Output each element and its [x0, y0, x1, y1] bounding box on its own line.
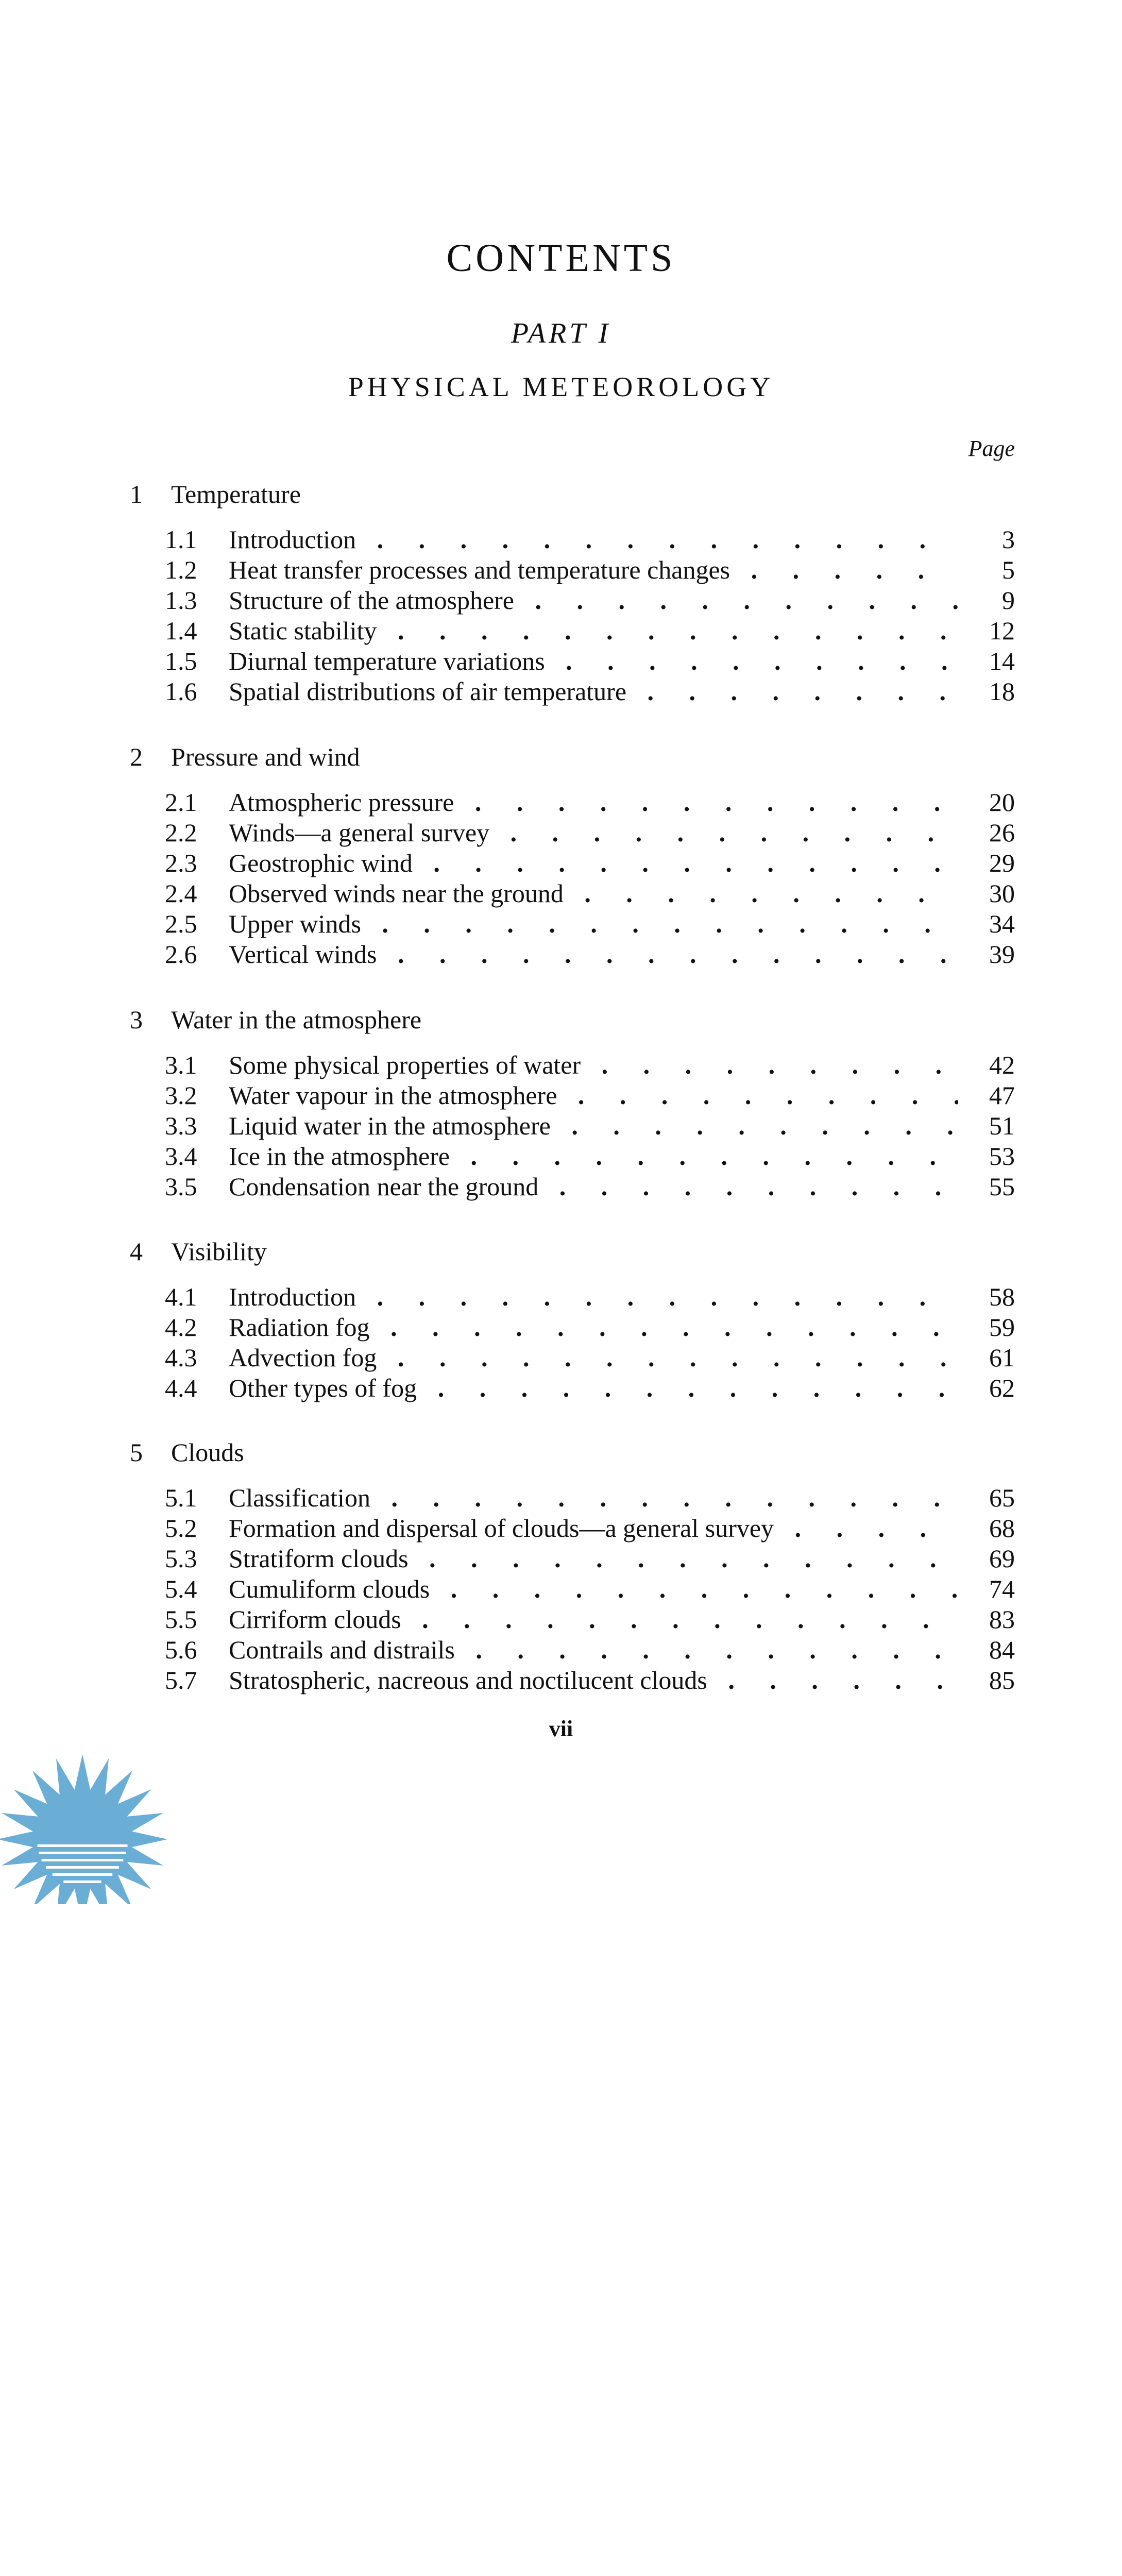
- entry-page-number: 20: [958, 787, 1015, 817]
- toc-entry[interactable]: [165, 1141, 1015, 1171]
- entry-title: Classification . . .: [229, 1483, 960, 1513]
- chapter-heading: [130, 1236, 267, 1269]
- entry-page-number: 9: [958, 585, 1015, 615]
- entry-title: Other types of fog . . .: [229, 1373, 960, 1403]
- entry-number: 5.1: [165, 1483, 197, 1512]
- toc-entry[interactable]: [165, 1111, 1015, 1141]
- chapter-title: Clouds: [171, 1438, 244, 1467]
- entry-number: 4.3: [165, 1343, 197, 1372]
- entry-title: Stratospheric, nacreous and noctilucent clouds . . .: [229, 1665, 960, 1695]
- sun-ray: [127, 1831, 167, 1849]
- toc-entry[interactable]: [165, 1604, 1015, 1634]
- entry-title: Condensation near the ground . . .: [229, 1172, 960, 1201]
- entry-page-number: 30: [958, 878, 1015, 908]
- chapter-title: Water in the atmosphere: [171, 1005, 422, 1034]
- entry-number: 1.5: [165, 647, 197, 675]
- entry-title: Winds—a general survey . . .: [229, 818, 960, 848]
- sun-stripe: [42, 1859, 124, 1861]
- toc-entry[interactable]: [165, 585, 1015, 615]
- chapter-heading: [130, 1005, 421, 1038]
- entry-title: Introduction . . .: [229, 524, 960, 554]
- chapter-title: Pressure and wind: [171, 742, 360, 771]
- entry-page-number: 59: [958, 1312, 1015, 1342]
- sun-stripe: [63, 1880, 101, 1883]
- entry-title: Cirriform clouds . . .: [229, 1604, 960, 1634]
- entry-title: Formation and dispersal of clouds—a general survey . . .: [229, 1513, 960, 1543]
- entry-page-number: 12: [958, 616, 1015, 646]
- contents-title: CONTENTS: [446, 236, 676, 280]
- toc-entry[interactable]: [165, 1373, 1015, 1403]
- sun-ray: [74, 1754, 92, 1795]
- entry-number: 2.4: [165, 879, 197, 908]
- entry-title: Contrails and distrails . . .: [229, 1635, 960, 1665]
- entry-page-number: 3: [958, 524, 1015, 554]
- entry-number: 2.3: [165, 849, 197, 877]
- toc-entry[interactable]: [165, 909, 1015, 939]
- entry-title: Static stability . . .: [229, 616, 960, 646]
- entry-number: 4.1: [165, 1282, 197, 1311]
- sun-ray: [74, 1884, 92, 1904]
- chapter-title: Temperature: [171, 480, 301, 509]
- entry-page-number: 53: [958, 1141, 1015, 1171]
- entry-number: 5.5: [165, 1605, 197, 1634]
- entry-page-number: 68: [958, 1513, 1015, 1543]
- entry-page-number: 74: [958, 1574, 1015, 1604]
- entry-number: 2.1: [165, 788, 197, 817]
- entry-number: 5.6: [165, 1635, 197, 1664]
- entry-number: 2.6: [165, 940, 197, 969]
- entry-title: Some physical properties of water . . .: [229, 1050, 960, 1080]
- sun-stripe: [53, 1873, 112, 1876]
- chapter-number: 3: [130, 1005, 143, 1034]
- chapter-number: 2: [130, 742, 143, 771]
- entry-page-number: 51: [958, 1111, 1015, 1141]
- entry-title: Atmospheric pressure . . .: [229, 787, 960, 817]
- toc-entry[interactable]: [165, 1080, 1015, 1110]
- toc-entry[interactable]: [165, 1483, 1015, 1513]
- toc-entry[interactable]: [165, 878, 1015, 908]
- entry-page-number: 5: [958, 555, 1015, 585]
- sun-ray: [0, 1831, 38, 1849]
- entry-page-number: 55: [958, 1172, 1015, 1201]
- entry-number: 5.3: [165, 1544, 197, 1573]
- chapter-heading: [130, 1437, 244, 1470]
- chapter-number: 5: [130, 1438, 143, 1467]
- entry-title: Heat transfer processes and temperature changes . . .: [229, 555, 960, 585]
- entry-title: Spatial distributions of air temperature . . .: [229, 676, 960, 706]
- toc-entry[interactable]: [165, 787, 1015, 817]
- entry-title: Geostrophic wind . . .: [229, 848, 960, 878]
- entry-page-number: 69: [958, 1544, 1015, 1573]
- toc-entry[interactable]: [165, 1282, 1015, 1312]
- entry-title: Upper winds . . .: [229, 909, 960, 939]
- entry-page-number: 42: [958, 1050, 1015, 1080]
- toc-entry[interactable]: [165, 524, 1015, 554]
- entry-number: 4.4: [165, 1374, 197, 1402]
- page-folio: vii: [549, 1716, 573, 1741]
- page-column-label: Page: [968, 436, 1015, 461]
- toc-entry[interactable]: [165, 1574, 1015, 1604]
- toc-entry[interactable]: [165, 1513, 1015, 1543]
- entry-number: 3.2: [165, 1081, 197, 1110]
- entry-number: 4.2: [165, 1313, 197, 1342]
- sun-stripe: [39, 1852, 126, 1854]
- toc-entry[interactable]: [165, 848, 1015, 878]
- entry-title: Water vapour in the atmosphere . . .: [229, 1080, 960, 1110]
- toc-entry[interactable]: [165, 1312, 1015, 1342]
- entry-number: 3.4: [165, 1142, 197, 1171]
- entry-title: Cumuliform clouds . . .: [229, 1574, 960, 1604]
- entry-number: 3.5: [165, 1172, 197, 1201]
- toc-entry[interactable]: [165, 616, 1015, 646]
- entry-page-number: 65: [958, 1483, 1015, 1513]
- toc-entry[interactable]: [165, 939, 1015, 969]
- entry-page-number: 84: [958, 1635, 1015, 1665]
- toc-entry[interactable]: [165, 555, 1015, 585]
- entry-page-number: 47: [958, 1080, 1015, 1110]
- sun-ray: [88, 1758, 109, 1800]
- entry-number: 3.3: [165, 1111, 197, 1140]
- entry-number: 1.2: [165, 555, 197, 584]
- entry-page-number: 58: [958, 1282, 1015, 1312]
- entry-page-number: 39: [958, 939, 1015, 969]
- entry-title: Radiation fog . . .: [229, 1312, 960, 1342]
- sun-disc: [37, 1794, 128, 1885]
- toc-entry[interactable]: [165, 1050, 1015, 1080]
- watermark: [0, 1752, 1122, 1904]
- entry-title: Diurnal temperature variations . . .: [229, 646, 960, 676]
- toc-entry[interactable]: [165, 676, 1015, 706]
- entry-page-number: 26: [958, 818, 1015, 848]
- entry-number: 5.4: [165, 1574, 197, 1603]
- entry-number: 2.2: [165, 818, 197, 847]
- sun-ray: [122, 1844, 163, 1866]
- sun-stripe: [46, 1866, 119, 1869]
- toc-entry[interactable]: [165, 1343, 1015, 1372]
- entry-number: 1.4: [165, 616, 197, 645]
- entry-number: 1.6: [165, 677, 197, 706]
- entry-title: Vertical winds . . .: [229, 939, 960, 969]
- entry-number: 1.3: [165, 586, 197, 615]
- sun-icon: [0, 1752, 175, 1904]
- section-title: PHYSICAL METEOROLOGY: [348, 371, 774, 402]
- entry-page-number: 85: [958, 1665, 1015, 1695]
- entry-page-number: 14: [958, 646, 1015, 676]
- chapter-heading: [130, 479, 301, 512]
- entry-title: Structure of the atmosphere . . .: [229, 585, 960, 615]
- chapter-number: 4: [130, 1237, 143, 1266]
- toc-entry[interactable]: [165, 1665, 1015, 1695]
- entry-title: Observed winds near the ground . . .: [229, 878, 960, 908]
- sun-stripe: [38, 1844, 128, 1847]
- entry-number: 5.2: [165, 1514, 197, 1543]
- entry-title: Advection fog . . .: [229, 1343, 960, 1372]
- sun-ray: [2, 1813, 43, 1834]
- chapter-heading: [130, 742, 360, 775]
- entry-number: 3.1: [165, 1050, 197, 1079]
- toc-entry[interactable]: [165, 1544, 1015, 1573]
- entry-page-number: 61: [958, 1343, 1015, 1372]
- entry-title: Stratiform clouds . . .: [229, 1544, 960, 1573]
- chapter-number: 1: [130, 480, 143, 509]
- toc-entry[interactable]: [165, 1635, 1015, 1665]
- entry-title: Ice in the atmosphere . . .: [229, 1141, 960, 1171]
- entry-number: 5.7: [165, 1666, 197, 1694]
- entry-page-number: 29: [958, 848, 1015, 878]
- part-title: PART I: [511, 317, 611, 349]
- toc-entry[interactable]: [165, 818, 1015, 848]
- entry-page-number: 34: [958, 909, 1015, 939]
- toc-entry[interactable]: [165, 646, 1015, 676]
- chapter-title: Visibility: [171, 1237, 267, 1266]
- entry-page-number: 18: [958, 676, 1015, 706]
- entry-page-number: 62: [958, 1373, 1015, 1403]
- entry-number: 1.1: [165, 525, 197, 554]
- entry-page-number: 83: [958, 1604, 1015, 1634]
- toc-entry[interactable]: [165, 1172, 1015, 1201]
- entry-title: Introduction . . .: [229, 1282, 960, 1312]
- entry-number: 2.5: [165, 909, 197, 938]
- entry-title: Liquid water in the atmosphere . . .: [229, 1111, 960, 1141]
- sun-ray: [122, 1813, 163, 1834]
